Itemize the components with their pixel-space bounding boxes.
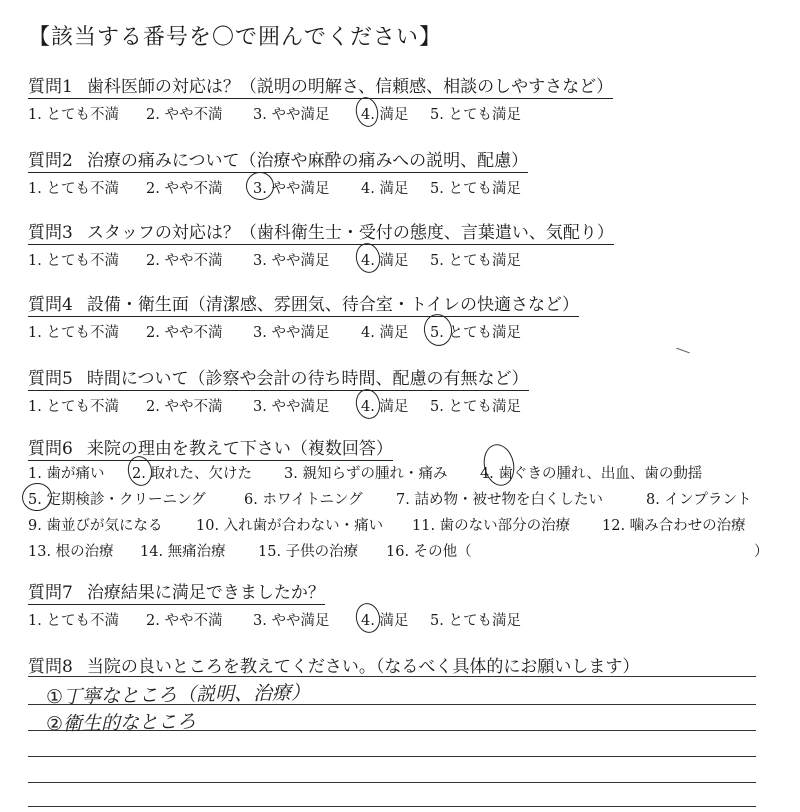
- question-7: [28, 578, 768, 629]
- rating-option-1[interactable]: 1. とても不満: [28, 253, 119, 269]
- rating-option-4[interactable]: 4. 満足: [361, 399, 409, 415]
- rating-option-4[interactable]: 4. 満足: [361, 107, 409, 123]
- rating-option-3[interactable]: 3. やや満足: [253, 181, 330, 197]
- rating-option-1[interactable]: 1. とても不満: [28, 613, 119, 629]
- question-text: 時間について（診察や会計の待ち時間、配慮の有無など）: [86, 369, 529, 389]
- page-title: 【該当する番号を〇で囲んでください】: [28, 25, 443, 50]
- question-7-heading: [28, 578, 325, 605]
- question-number: 質問7: [28, 583, 73, 603]
- handwritten-answer-2: ②衛生的なところ: [45, 710, 197, 736]
- rating-option-2[interactable]: 2. やや不満: [146, 107, 223, 123]
- rating-option-4[interactable]: 4. 満足: [361, 325, 409, 341]
- question-3-heading: [28, 218, 614, 245]
- reason-option-6[interactable]: 6. ホワイトニング: [244, 492, 363, 508]
- rating-options: [28, 321, 768, 341]
- rating-option-5[interactable]: 5. とても満足: [430, 613, 521, 629]
- rating-options: [28, 249, 768, 269]
- rating-option-2[interactable]: 2. やや不満: [146, 181, 223, 197]
- reason-option-5[interactable]: 5. 定期検診・クリーニング: [28, 492, 206, 508]
- answer-line: [28, 806, 756, 807]
- rating-option-5[interactable]: 5. とても満足: [430, 253, 521, 269]
- reason-option-10[interactable]: 10. 入れ歯が合わない・痛い: [196, 518, 384, 534]
- question-number: 質問3: [28, 223, 73, 243]
- question-6: [28, 434, 768, 461]
- rating-option-3[interactable]: 3. やや満足: [253, 399, 330, 415]
- reason-option-2[interactable]: 2. 取れた、欠けた: [132, 466, 252, 482]
- rating-option-1[interactable]: 1. とても不満: [28, 325, 119, 341]
- reason-option-15[interactable]: 15. 子供の治療: [258, 544, 359, 560]
- question-number: 質問1: [28, 77, 73, 97]
- rating-options: [28, 395, 768, 415]
- reason-option-13[interactable]: 13. 根の治療: [28, 544, 114, 560]
- rating-option-4[interactable]: 4. 満足: [361, 613, 409, 629]
- question-8: [28, 652, 768, 678]
- question-text: 歯科医師の対応は？（説明の明解さ、信頼感、相談のしやすさなど）: [86, 77, 614, 97]
- rating-option-5[interactable]: 5. とても満足: [430, 325, 521, 341]
- rating-options: [28, 103, 768, 123]
- rating-option-5[interactable]: 5. とても満足: [430, 399, 521, 415]
- question-4-heading: [28, 290, 579, 317]
- rating-option-5[interactable]: 5. とても満足: [430, 107, 521, 123]
- question-1-heading: [28, 72, 613, 99]
- question-5: [28, 364, 768, 415]
- reason-option-8[interactable]: 8. インプラント: [646, 492, 752, 508]
- question-4: [28, 290, 768, 341]
- question-6-heading: [28, 434, 393, 461]
- question-text: 設備・衛生面（清潔感、雰囲気、待合室・トイレの快適さなど）: [86, 295, 579, 315]
- question-number: 質問8: [28, 657, 73, 677]
- question-2: [28, 146, 768, 197]
- rating-option-4[interactable]: 4. 満足: [361, 181, 409, 197]
- question-1: [28, 72, 768, 123]
- answer-line: [28, 676, 756, 677]
- question-number: 質問4: [28, 295, 73, 315]
- question-text: 治療結果に満足できましたか？: [86, 583, 325, 603]
- answer-line: [28, 756, 756, 757]
- rating-option-3[interactable]: 3. やや満足: [253, 325, 330, 341]
- rating-option-1[interactable]: 1. とても不満: [28, 107, 119, 123]
- rating-options: [28, 609, 768, 629]
- rating-options: [28, 177, 768, 197]
- question-number: 質問6: [28, 439, 73, 459]
- rating-option-5[interactable]: 5. とても満足: [430, 181, 521, 197]
- question-3: [28, 218, 768, 269]
- question-number: 質問5: [28, 369, 73, 389]
- question-2-heading: [28, 146, 528, 173]
- handwritten-answer-1: ①丁寧なところ（説明、治療）: [45, 681, 311, 709]
- rating-option-3[interactable]: 3. やや満足: [253, 253, 330, 269]
- question-5-heading: [28, 364, 529, 391]
- question-text: 治療の痛みについて（治療や麻酔の痛みへの説明、配慮）: [86, 151, 529, 171]
- question-text: 当院の良いところを教えてください。（なるべく具体的にお願いします）: [86, 657, 640, 677]
- reason-option-3[interactable]: 3. 親知らずの腫れ・痛み: [284, 466, 448, 482]
- rating-option-1[interactable]: 1. とても不満: [28, 181, 119, 197]
- rating-option-2[interactable]: 2. やや不満: [146, 613, 223, 629]
- rating-option-3[interactable]: 3. やや満足: [253, 613, 330, 629]
- other-close-paren: ）: [754, 544, 769, 560]
- rating-option-1[interactable]: 1. とても不満: [28, 399, 119, 415]
- reason-option-14[interactable]: 14. 無痛治療: [140, 544, 226, 560]
- reason-option-1[interactable]: 1. 歯が痛い: [28, 466, 105, 482]
- question-number: 質問2: [28, 151, 73, 171]
- reason-option-16[interactable]: 16. その他（: [386, 544, 472, 560]
- question-text: 来院の理由を教えて下さい（複数回答）: [86, 439, 393, 459]
- rating-option-4[interactable]: 4. 満足: [361, 253, 409, 269]
- rating-option-3[interactable]: 3. やや満足: [253, 107, 330, 123]
- reason-option-11[interactable]: 11. 歯のない部分の治療: [412, 518, 571, 534]
- rating-option-2[interactable]: 2. やや不満: [146, 325, 223, 341]
- reason-option-7[interactable]: 7. 詰め物・被せ物を白くしたい: [396, 492, 603, 508]
- reason-option-9[interactable]: 9. 歯並びが気になる: [28, 518, 163, 534]
- reason-option-12[interactable]: 12. 噛み合わせの治療: [602, 518, 746, 534]
- stray-mark: [676, 348, 689, 354]
- question-text: スタッフの対応は？（歯科衛生士・受付の態度、言葉遣い、気配り）: [86, 223, 614, 243]
- rating-option-2[interactable]: 2. やや不満: [146, 399, 223, 415]
- question-8-heading: [28, 652, 639, 678]
- rating-option-2[interactable]: 2. やや不満: [146, 253, 223, 269]
- reason-option-4[interactable]: 4. 歯ぐきの腫れ、出血、歯の動揺: [480, 466, 703, 482]
- answer-line: [28, 782, 756, 783]
